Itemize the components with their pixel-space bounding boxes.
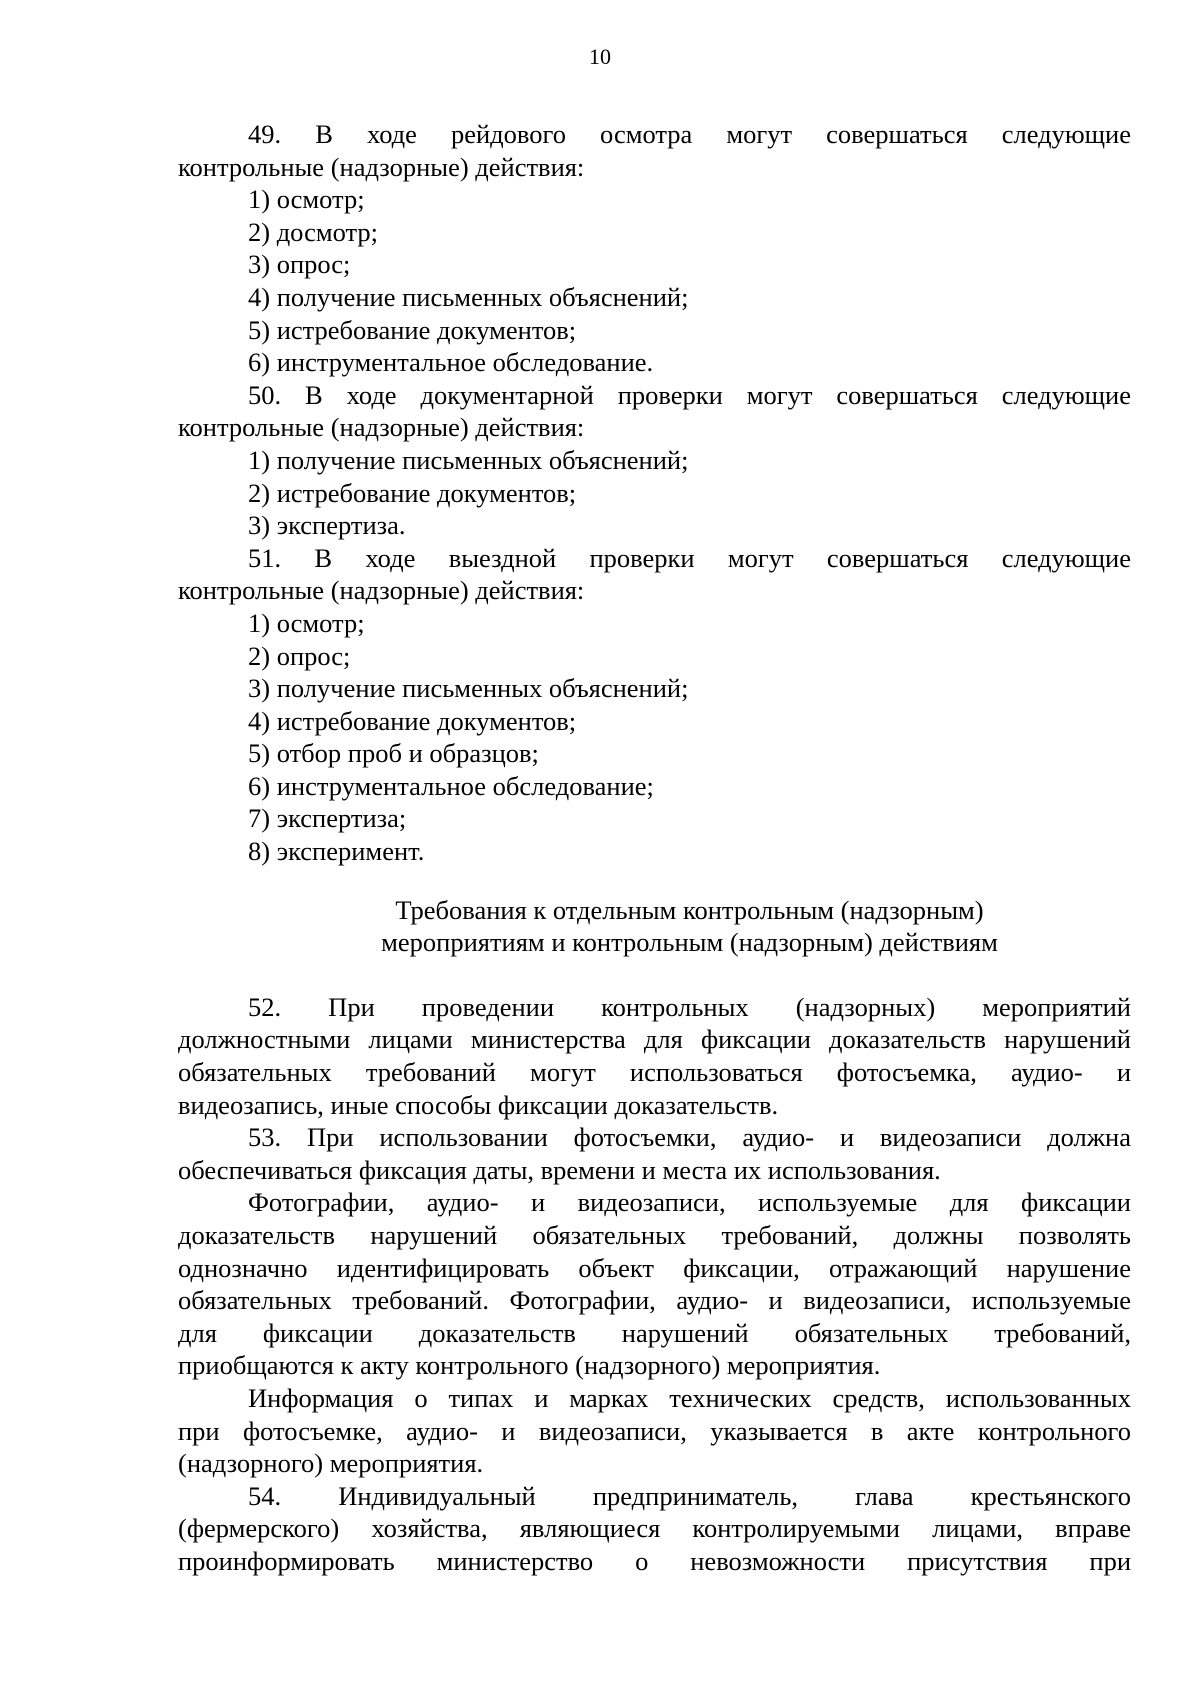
paragraph-line: 52. При проведении контрольных (надзорных) мероприятий (248, 991, 1131, 1022)
paragraph-line: должностными лицами министерства для фиксации доказательств нарушений (178, 1024, 1131, 1055)
list-item: 1) осмотр; (248, 184, 365, 215)
paragraph-53 (178, 1121, 1131, 1186)
paragraph-51 (178, 542, 1131, 607)
paragraph-line: 50. В ходе документарной проверки могут совершаться следующие (248, 379, 1131, 410)
list-item: 7) экспертиза; (248, 803, 407, 834)
list-item: 3) опрос; (248, 249, 351, 280)
paragraph-line: Фотографии, аудио- и видеозаписи, используемые для фиксации (248, 1187, 1131, 1218)
paragraph-line: 53. При использовании фотосъемки, аудио- и видеозаписи должна (248, 1122, 1131, 1153)
list-item: 2) истребование документов; (248, 477, 577, 508)
list-item: 6) инструментальное обследование. (248, 347, 654, 378)
paragraph-52 (178, 991, 1131, 1121)
list-item: 3) получение письменных объяснений; (248, 673, 689, 704)
paragraph-line: приобщаются к акту контрольного (надзорного) мероприятия. (178, 1350, 881, 1381)
list-item: 2) досмотр; (248, 216, 379, 247)
section-heading (178, 894, 1131, 959)
paragraph-line: контрольные (надзорные) действия: (178, 575, 585, 606)
list-item: 1) получение письменных объяснений; (248, 444, 689, 475)
paragraph-53-info (178, 1382, 1131, 1480)
paragraph-line: (фермерского) хозяйства, являющиеся контролируемыми лицами, вправе (178, 1513, 1131, 1544)
list-item: 5) истребование документов; (248, 314, 577, 345)
paragraph-line: однозначно идентифицировать объект фиксации, отражающий нарушение (178, 1252, 1131, 1283)
paragraph-49 (178, 118, 1131, 183)
list-item: 2) опрос; (248, 640, 351, 671)
document-body (178, 118, 1131, 1578)
paragraph-line: для фиксации доказательств нарушений обязательных требований, (178, 1317, 1131, 1348)
paragraph-line: видеозапись, иные способы фиксации доказательств. (178, 1089, 779, 1120)
paragraph-line: при фотосъемке, аудио- и видеозаписи, указывается в акте контрольного (178, 1415, 1131, 1446)
list-item: 4) получение письменных объяснений; (248, 281, 689, 312)
paragraph-line: проинформировать министерство о невозможности присутствия при (178, 1545, 1131, 1576)
paragraph-line: 51. В ходе выездной проверки могут совершаться следующие (248, 542, 1131, 573)
paragraph-line: 54. Индивидуальный предприниматель, глава крестьянского (248, 1480, 1131, 1511)
heading-line: Требования к отдельным контрольным (надзорным) (395, 894, 984, 925)
list-item: 3) экспертиза. (248, 510, 406, 541)
list-item: 8) эксперимент. (248, 836, 425, 867)
paragraph-line: доказательств нарушений обязательных требований, должны позволять (178, 1220, 1131, 1250)
paragraph-50 (178, 379, 1131, 444)
paragraph-line: (надзорного) мероприятия. (178, 1448, 484, 1479)
paragraph-54 (178, 1480, 1131, 1578)
list-item: 4) истребование документов; (248, 705, 577, 736)
paragraph-line: обеспечиваться фиксация даты, времени и места их использования. (178, 1154, 941, 1185)
paragraph-line: обязательных требований могут использоваться фотосъемка, аудио- и (178, 1057, 1131, 1088)
paragraph-line: обязательных требований. Фотографии, аудио- и видеозаписи, используемые (178, 1285, 1131, 1316)
paragraph-53-photos (178, 1186, 1131, 1382)
list-item: 1) осмотр; (248, 607, 365, 638)
paragraph-line: контрольные (надзорные) действия: (178, 151, 585, 182)
paragraph-line: контрольные (надзорные) действия: (178, 412, 585, 443)
list-item: 5) отбор проб и образцов; (248, 738, 539, 769)
paragraph-line: Информация о типах и марках технических средств, использованных (248, 1382, 1131, 1413)
page-number: 10 (589, 44, 611, 69)
paragraph-line: 49. В ходе рейдового осмотра могут совершаться следующие (248, 119, 1131, 149)
list-item: 6) инструментальное обследование; (248, 770, 654, 801)
heading-line: мероприятиям и контрольным (надзорным) действиям (381, 927, 998, 958)
